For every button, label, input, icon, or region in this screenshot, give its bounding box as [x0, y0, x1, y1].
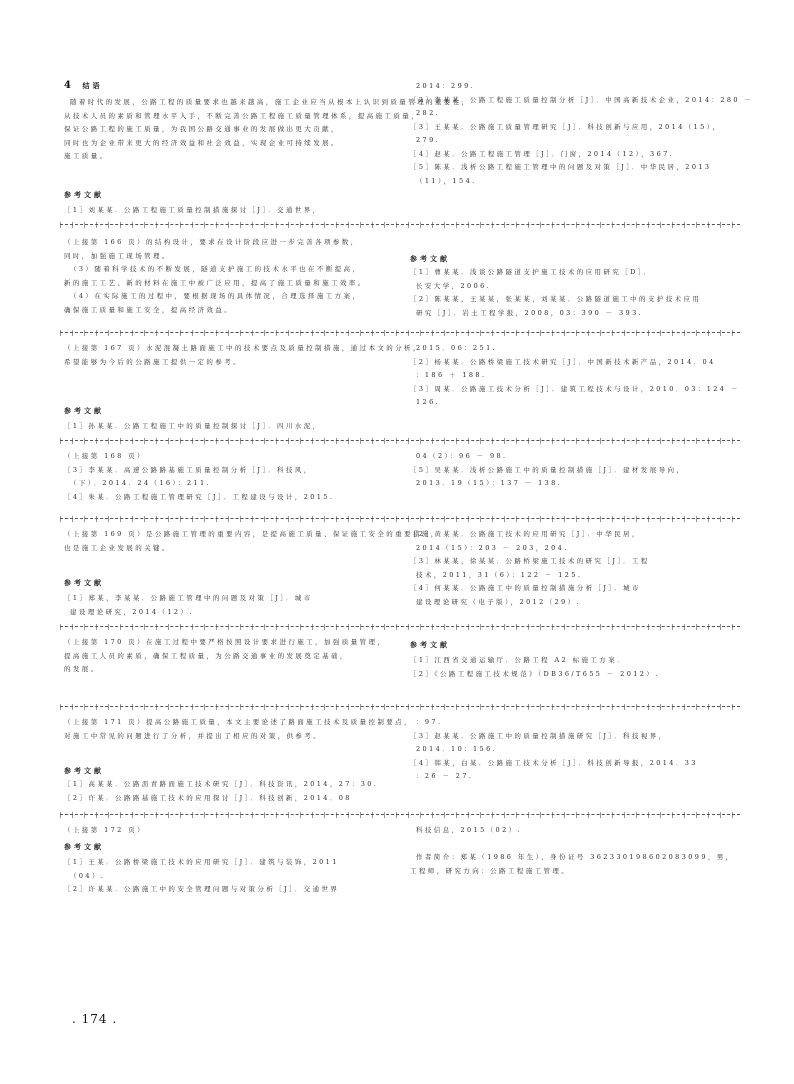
text-line: （3）随着科学技术的不断发展，隧道支护施工的技术水平也在不断提高，	[70, 265, 362, 273]
text-line: （上接第 168 页）	[64, 452, 146, 460]
continuation-168	[64, 450, 394, 504]
reference-list-right	[410, 80, 753, 188]
reference-item: ［4］何某某．公路施工中的质量控制措施分析［J］．城市	[410, 584, 641, 592]
reference-item: （04）.	[70, 871, 106, 880]
text-line: （上接第 170 页）在施工过程中要严格按照设计要求进行施工，加强质量管理，	[64, 638, 387, 646]
section-divider	[60, 518, 740, 519]
text-line: 同时，加强施工现场管理。	[64, 251, 171, 260]
text-line: 施工质量。	[64, 152, 109, 160]
text-line: （上接第 166 页）的结构设计，要求在设计阶段应进一步完善各项参数，	[64, 238, 360, 246]
reference-item: 2013．19（15）：137 － 138.	[416, 479, 563, 487]
text-line: 同时也为企业带来更大的经济效益和社会效益，实现企业可持续发展。	[64, 138, 340, 147]
text-line: 保证公路工程的施工质量，为我国公路交通事业的发展做出更大贡献，	[64, 125, 340, 133]
text-line: 希望能够为今后的公路施工提供一定的参考。	[64, 357, 242, 366]
reference-item: （11），154.	[416, 176, 477, 185]
reference-item: 科技信息，2015（02）.	[416, 826, 522, 834]
reference-item: ［2］陈某某，王某某，张某某，刘某某．公路隧道施工中的支护技术应用	[410, 295, 702, 303]
continuation-167	[64, 342, 422, 369]
reference-list	[64, 778, 378, 805]
reference-item: ［5］陈某．浅析公路工程施工管理中的问题及对策［J］．中华民居，2013	[410, 163, 712, 171]
reference-item: ［1］刘某某．公路工程施工质量控制措施探讨［J］．交通世界，	[64, 206, 322, 214]
reference-item: 建设理论研究，2014（12）.	[70, 607, 194, 616]
text-line: （4）在实际施工的过程中，要根据现场的具体情况，合理选择施工方案，	[70, 292, 362, 300]
reference-item: 126.	[416, 398, 441, 406]
references-heading: 参考文献	[410, 254, 450, 263]
reference-item: ［4］韩某，白某．公路施工技术分析［J］．科技创新导报，2014．33	[410, 758, 698, 767]
reference-item: ［2］杨某某．公路桥梁施工技术研究［J］．中国新技术新产品，2014．04	[410, 357, 716, 366]
references-heading: 参考文献	[64, 842, 104, 851]
reference-item: 2014（15）：203 － 203，204.	[416, 543, 569, 552]
reference-item: 282.	[416, 109, 441, 117]
reference-item: ［3］李某某．高速公路路基施工质量控制分析［J］．科技风，	[64, 465, 313, 474]
section-number: 4	[64, 80, 71, 91]
reference-list	[64, 204, 322, 218]
reference-item: ［3］王某某．公路施工质量管理研究［J］．科技创新与应用，2014（15），	[410, 122, 722, 131]
reference-item: ［3］赵某某．公路施工中的质量控制措施研究［J］．科技视界，	[410, 731, 668, 740]
continuation-169	[64, 528, 440, 555]
reference-list-right	[410, 342, 740, 410]
reference-item: ：186 ＋ 188.	[416, 371, 487, 379]
author-bio: 工程师，研究方向：公路工程施工管理。	[410, 866, 571, 875]
reference-item: 研究［J］．岩土工程学报，2008，03：390 － 393.	[416, 308, 644, 317]
reference-item: ：26 － 27.	[416, 772, 474, 780]
reference-list	[64, 856, 339, 897]
reference-list-right	[410, 528, 650, 609]
text-line: 提高施工人员的素质，确保工程质量，为公路交通事业的发展奠定基础，	[64, 651, 349, 660]
reference-list	[410, 654, 660, 681]
page-number-dot: .	[72, 1012, 77, 1026]
reference-item: ［1］郑某，李某某．公路施工管理中的问题及对策［J］．城市	[64, 594, 313, 602]
reference-item: 2014：299.	[416, 82, 476, 90]
reference-item: 279.	[416, 136, 441, 144]
spacer-line	[410, 838, 735, 852]
page-number-dot: .	[112, 1012, 118, 1026]
section-divider	[60, 626, 740, 627]
continuation-166	[64, 236, 394, 317]
reference-item: ［1］曹某某．浅谈公路隧道支护施工技术的应用研究［D］．	[410, 268, 653, 276]
reference-item: ［2］许某某．公路施工中的安全管理问题与对策分析［J］．交通世界	[64, 885, 340, 893]
references-heading: 参考文献	[64, 190, 104, 199]
continuation-170	[64, 636, 394, 677]
section-divider	[60, 224, 740, 225]
text-line: （上接第 167 页）水泥混凝土路面施工中的技术要点及质量控制措施，通过本文的分析，	[64, 344, 422, 352]
section-title: 结语	[82, 81, 103, 90]
references-heading: 参考文献	[64, 406, 104, 415]
reference-list	[410, 266, 701, 320]
reference-item: ：97.	[416, 718, 443, 726]
page-number	[72, 1012, 117, 1026]
reference-item: ［3］林某某，徐某某．公路桥梁施工技术的研究［J］．工程	[410, 557, 650, 565]
reference-list-right	[410, 716, 698, 784]
reference-list	[64, 592, 313, 619]
reference-item: ［5］吴某某．浅析公路施工中的质量控制措施［J］．建材发展导向，	[410, 465, 686, 474]
reference-item: ［2］许某．公路路基施工技术的应用探讨［J］．科技创新，2014．08	[64, 793, 352, 802]
reference-item: 2014．10：156.	[416, 745, 498, 753]
reference-item: （下）．2014．24（16）：211.	[70, 479, 212, 487]
text-line: 对施工中常见的问题进行了分析，并提出了相应的对策，供参考。	[64, 731, 323, 740]
section-divider	[60, 440, 740, 441]
reference-item: 建设理论研究（电子版），2012（29）.	[416, 597, 582, 606]
reference-item: ［1］高某某．公路沥青路面施工技术研究［J］．科技资讯，2014，27：30.	[64, 780, 379, 788]
section-divider	[60, 706, 740, 707]
reference-item: ［3］周某．公路施工技术分析［J］．建筑工程技术与设计，2010．03：124 －	[410, 384, 740, 393]
text-line: 的发展。	[64, 665, 100, 673]
reference-list	[64, 420, 322, 434]
reference-item: 长安大学，2006.	[416, 281, 492, 290]
reference-item: ［2］《公路工程施工技术规范》（DB36/T655 － 2012）.	[410, 669, 660, 678]
text-line: （上接第 172 页）	[64, 826, 146, 834]
reference-item: 技术，2011，31（6）：122 － 125.	[416, 570, 583, 579]
text-line: 随着时代的发展，公路工程的质量要求也越来越高，施工企业应当从根本上认识到质量管理的重要性，	[70, 98, 471, 106]
reference-list-right	[410, 450, 685, 491]
text-line: 确保施工质量和施工安全，提高经济效益。	[64, 305, 234, 314]
author-bio: 作者简介：郑某（1986 年生），身份证号 362330198602083099，男，	[416, 853, 735, 861]
section-divider	[60, 332, 740, 333]
section-heading	[64, 80, 102, 91]
section-divider	[60, 814, 740, 815]
continuation-171	[64, 716, 413, 743]
text-line: （上接第 169 页）是公路施工管理的重要内容，是提高施工质量、保证施工安全的重要措施，	[64, 530, 440, 538]
reference-item: ［4］赵某．公路工程施工管理［J］．门窗，2014（12），367.	[410, 149, 675, 158]
references-heading: 参考文献	[64, 766, 104, 775]
reference-item: ［2］李某某．公路工程施工质量控制分析［J］．中国高新技术企业，2014：280 －	[410, 95, 754, 104]
reference-item: ［1］王某．公路桥梁施工技术的应用研究［J］．建筑与装饰，2011	[64, 858, 339, 866]
page-number-value: 174	[81, 1012, 108, 1026]
reference-item: ［1］江西省交通运输厅．公路工程 A2 标施工方案．	[410, 656, 626, 664]
references-heading: 参考文献	[410, 640, 450, 649]
reference-item: 04（2）：96 － 98.	[416, 452, 508, 460]
text-line: 也是施工企业发展的关键。	[64, 543, 171, 552]
text-line: （上接第 171 页）提高公路施工质量，本文主要论述了路面施工技术及质量控制要点，	[64, 718, 413, 726]
reference-item: ［4］朱某．公路工程施工管理研究［J］．工程建设与设计，2015.	[64, 492, 335, 501]
text-line: 从技术人员的素质和管理水平入手，不断完善公路工程施工质量管理体系，提高施工质量，	[64, 111, 420, 120]
reference-item: ［2］黄某某．公路施工技术的应用研究［J］．中华民居，	[410, 530, 641, 538]
text-line: 新的施工工艺、新的材料在施工中被广泛应用，提高了施工质量和施工效率。	[64, 278, 367, 287]
reference-item: ［1］孙某某．公路工程施工中的质量控制探讨［J］．四川水泥，	[64, 422, 322, 430]
reference-item: 2015．06：251.	[416, 344, 498, 352]
reference-list-right	[410, 824, 735, 878]
continuation-172	[64, 824, 394, 838]
references-heading: 参考文献	[64, 578, 104, 587]
